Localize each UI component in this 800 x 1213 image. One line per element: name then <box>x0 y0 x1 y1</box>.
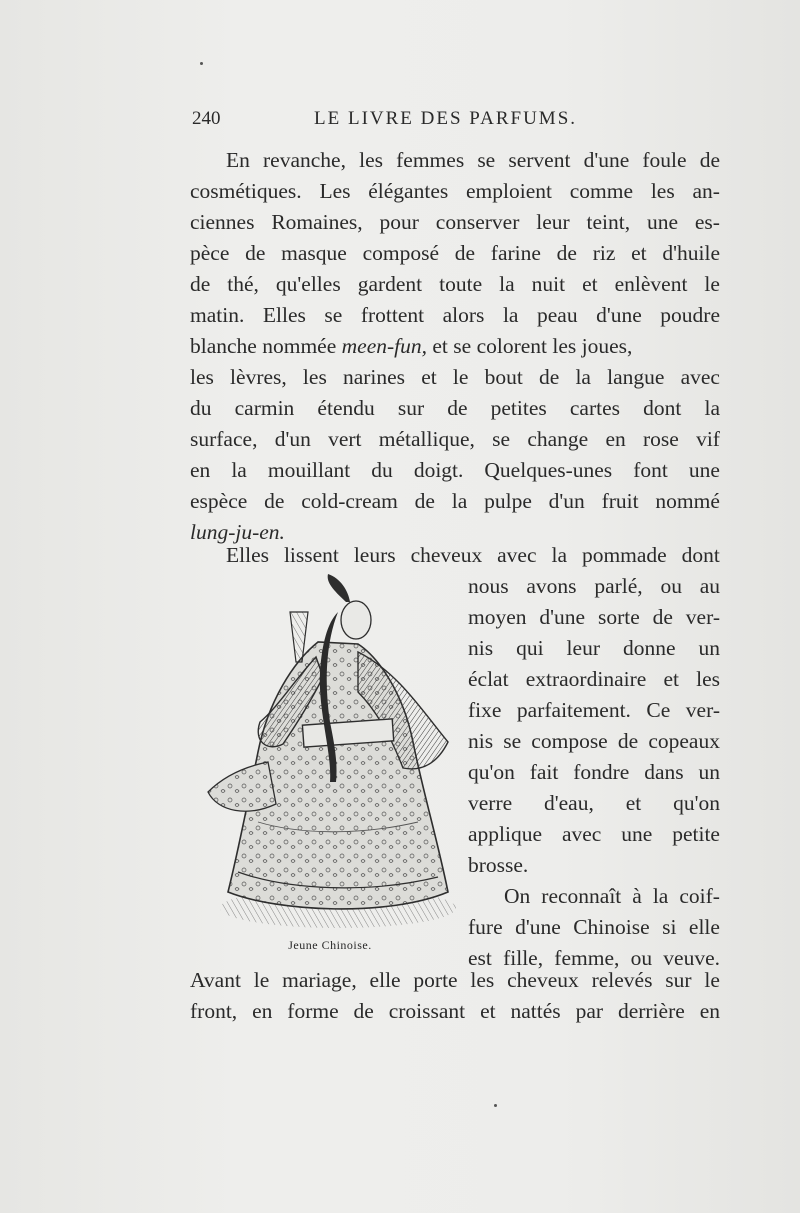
text-line <box>190 300 720 331</box>
word: et <box>663 667 679 691</box>
text-line <box>468 757 720 788</box>
word: le <box>704 272 720 296</box>
text-line <box>190 540 720 571</box>
word: une <box>646 210 678 234</box>
word: Elles <box>226 543 269 567</box>
word: frottent <box>360 303 425 327</box>
text-line <box>190 996 720 1027</box>
word: comme <box>569 179 634 203</box>
text-line <box>190 207 720 238</box>
word: se <box>477 148 496 172</box>
word: pèce <box>190 241 230 265</box>
word: les <box>470 968 495 992</box>
word: matin. <box>190 303 245 327</box>
text-line <box>468 788 720 819</box>
word: d'un <box>274 427 311 451</box>
word: vert <box>328 427 362 451</box>
word: avec <box>497 543 537 567</box>
text-line <box>468 664 720 695</box>
word: font <box>633 458 668 482</box>
text-line <box>190 393 720 424</box>
word: qu'on <box>468 760 515 784</box>
word: en <box>252 999 273 1023</box>
word: de <box>617 729 639 753</box>
text-line <box>468 726 720 757</box>
word: d'une <box>539 605 586 629</box>
word: Ce <box>646 698 671 722</box>
word: porte <box>413 968 458 992</box>
word: ciennes <box>190 210 255 234</box>
word: dont <box>681 543 720 567</box>
word: cartes <box>569 396 621 420</box>
word: Elles <box>262 303 306 327</box>
word: de <box>538 365 560 389</box>
word: servent <box>508 148 571 172</box>
word: d'eau, <box>544 791 594 815</box>
term-lung-ju-en: lung-ju-en. <box>190 520 285 544</box>
word: par <box>575 999 604 1023</box>
text-line <box>468 912 720 943</box>
word: cheveux <box>507 968 579 992</box>
text-line <box>190 145 720 176</box>
word: composé <box>362 241 440 265</box>
word: qui <box>516 636 544 660</box>
word: de <box>447 396 468 420</box>
word: parlé, <box>594 574 643 598</box>
word: de <box>264 489 285 513</box>
word: nis <box>468 636 494 660</box>
word: le <box>452 365 469 389</box>
word: narines <box>342 365 406 389</box>
paragraph-3-continued <box>190 965 720 1027</box>
word: rose <box>643 427 679 451</box>
word: du <box>371 458 393 482</box>
word: pommade <box>581 543 667 567</box>
word: avec <box>680 365 720 389</box>
text-line <box>190 176 720 207</box>
word: cold-cream <box>301 489 398 513</box>
word: leur <box>566 636 600 660</box>
word: toute <box>439 272 483 296</box>
word: de <box>699 148 720 172</box>
word: d'une <box>515 915 561 939</box>
paragraph-1 <box>190 145 720 548</box>
running-header <box>190 104 720 138</box>
word: de <box>652 605 673 629</box>
word: gardent <box>357 272 423 296</box>
word: et <box>480 999 496 1023</box>
word: se <box>492 427 511 451</box>
word: qu'on <box>673 791 720 815</box>
text-line: brosse. <box>468 853 529 877</box>
word: métallique, <box>378 427 475 451</box>
word: vif <box>696 427 720 451</box>
text-line <box>190 965 720 996</box>
word: à <box>632 884 642 908</box>
word: les <box>696 667 720 691</box>
word: farine <box>490 241 541 265</box>
word: de <box>190 272 211 296</box>
word: croissant <box>388 999 466 1023</box>
word: leurs <box>353 543 396 567</box>
word: la <box>704 396 720 420</box>
word: la <box>451 489 468 513</box>
word: relevés <box>591 968 653 992</box>
text-line <box>190 269 720 300</box>
word: est <box>468 946 492 970</box>
word: fondre <box>573 760 630 784</box>
word: les <box>359 148 383 172</box>
word: masque <box>281 241 347 265</box>
word: langue <box>607 365 665 389</box>
word: mariage, <box>282 968 357 992</box>
word: dans <box>644 760 684 784</box>
word: en <box>605 427 626 451</box>
word: la <box>551 543 567 567</box>
word: un <box>698 760 720 784</box>
word: forme <box>287 999 339 1023</box>
word: nis <box>468 729 494 753</box>
word: ou <box>630 946 653 970</box>
word: Les <box>319 179 351 203</box>
word: d'une <box>596 303 642 327</box>
word: moyen <box>468 605 527 629</box>
word: le <box>253 968 270 992</box>
word: fure <box>468 915 503 939</box>
illustration-jeune-chinoise <box>198 572 462 936</box>
word: ver- <box>685 605 720 629</box>
word: de <box>353 999 374 1023</box>
word: une <box>688 458 720 482</box>
text-line <box>190 486 720 517</box>
word: On <box>504 884 531 908</box>
word: ou <box>660 574 682 598</box>
paper-speck <box>200 62 203 65</box>
word: d'une <box>583 148 630 172</box>
word: derrière <box>617 999 685 1023</box>
word: et <box>582 272 598 296</box>
word: petite <box>672 822 720 846</box>
word: avec <box>561 822 602 846</box>
word: pour <box>379 210 419 234</box>
word: mouillant <box>267 458 351 482</box>
word: de <box>454 241 476 265</box>
word: les <box>190 365 214 389</box>
word: nous <box>468 574 509 598</box>
word: change <box>527 427 589 451</box>
word: fixe <box>468 698 502 722</box>
word: le <box>704 968 720 992</box>
text-line <box>190 238 720 269</box>
word: d'huile <box>662 241 720 265</box>
word: copeaux <box>648 729 720 753</box>
word: cosmétiques. <box>190 179 302 203</box>
word: élégantes <box>368 179 449 203</box>
word: bout <box>484 365 523 389</box>
figure-caption: Jeune Chinoise. <box>288 938 372 952</box>
word: teint, <box>586 210 631 234</box>
word: femmes <box>396 148 465 172</box>
word: de <box>556 241 577 265</box>
word: du <box>190 396 212 420</box>
text-line <box>190 424 720 455</box>
word: front, <box>190 999 238 1023</box>
text-line <box>468 881 720 912</box>
word: elle <box>369 968 401 992</box>
word: compose <box>531 729 608 753</box>
word: pulpe <box>484 489 532 513</box>
word: fait <box>529 760 559 784</box>
word: donne <box>622 636 676 660</box>
word: au <box>699 574 720 598</box>
text-line <box>190 455 720 486</box>
word: fille, <box>503 946 544 970</box>
word: un <box>698 636 720 660</box>
running-title: LE LIVRE DES PARFUMS. <box>314 108 578 129</box>
word: emploient <box>466 179 552 203</box>
word: la <box>502 303 519 327</box>
word: la <box>499 272 515 296</box>
word: revanche, <box>263 148 346 172</box>
word: avons <box>526 574 577 598</box>
word: sorte <box>597 605 640 629</box>
paragraph-2-first-line <box>190 540 720 571</box>
word: nuit <box>531 272 566 296</box>
word: la <box>575 365 591 389</box>
text-line <box>468 695 720 726</box>
word: reconnaît <box>541 884 622 908</box>
text-line <box>468 633 720 664</box>
word: extraordinaire <box>525 667 647 691</box>
word: de <box>414 489 435 513</box>
word: thé, <box>227 272 259 296</box>
word: carmin <box>234 396 295 420</box>
word: nattés <box>510 999 561 1023</box>
word: fruit <box>601 489 639 513</box>
word: et <box>625 791 642 815</box>
word: an- <box>692 179 720 203</box>
word: foule <box>642 148 687 172</box>
word: ver- <box>685 698 720 722</box>
word: alors <box>442 303 485 327</box>
word: enlèvent <box>614 272 688 296</box>
word: leur <box>536 210 570 234</box>
word: de <box>245 241 266 265</box>
word: Avant <box>190 968 241 992</box>
word: veuve. <box>663 946 720 970</box>
word: se <box>503 729 522 753</box>
word: la <box>231 458 247 482</box>
word: d'un <box>548 489 585 513</box>
word: peau <box>536 303 578 327</box>
word: une <box>621 822 653 846</box>
word: sur <box>397 396 425 420</box>
word: Quelques-unes <box>484 458 613 482</box>
word: les <box>650 179 675 203</box>
word: dont <box>643 396 682 420</box>
word: se <box>324 303 343 327</box>
word: la <box>652 884 669 908</box>
word: Romaines, <box>271 210 363 234</box>
text-beside-figure <box>468 571 720 974</box>
word: parfaitement. <box>516 698 631 722</box>
word: petites <box>490 396 547 420</box>
word: femme, <box>554 946 620 970</box>
word: applique <box>468 822 543 846</box>
word: conserver <box>435 210 520 234</box>
word: espèce <box>190 489 248 513</box>
word: et <box>421 365 437 389</box>
word: nommé <box>655 489 720 513</box>
word: sur <box>665 968 692 992</box>
text-line <box>468 602 720 633</box>
word: et <box>631 241 647 265</box>
word: Chinoise <box>573 915 650 939</box>
word: coif- <box>679 884 720 908</box>
paper-speck <box>494 1104 497 1107</box>
word: lèvres, <box>230 365 287 389</box>
text-line <box>468 819 720 850</box>
word: les <box>302 365 327 389</box>
word: éclat <box>468 667 509 691</box>
word: surface, <box>190 427 258 451</box>
word: qu'elles <box>275 272 341 296</box>
word: poudre <box>660 303 720 327</box>
word: en <box>699 999 720 1023</box>
text-line <box>190 362 720 393</box>
word: riz <box>592 241 616 265</box>
term-meen-fun: meen-fun, <box>341 334 428 358</box>
word: en <box>190 458 211 482</box>
word: étendu <box>317 396 375 420</box>
word: cheveux <box>410 543 483 567</box>
word: verre <box>468 791 513 815</box>
page-number: 240 <box>192 108 221 129</box>
text-line: blanche nommée meen-fun, et se colorent les joues, <box>190 331 720 362</box>
word: lissent <box>283 543 339 567</box>
word: elle <box>688 915 720 939</box>
word: doigt. <box>413 458 464 482</box>
word: En <box>226 148 250 172</box>
text-line <box>468 571 720 602</box>
word: es- <box>694 210 720 234</box>
word: si <box>662 915 677 939</box>
